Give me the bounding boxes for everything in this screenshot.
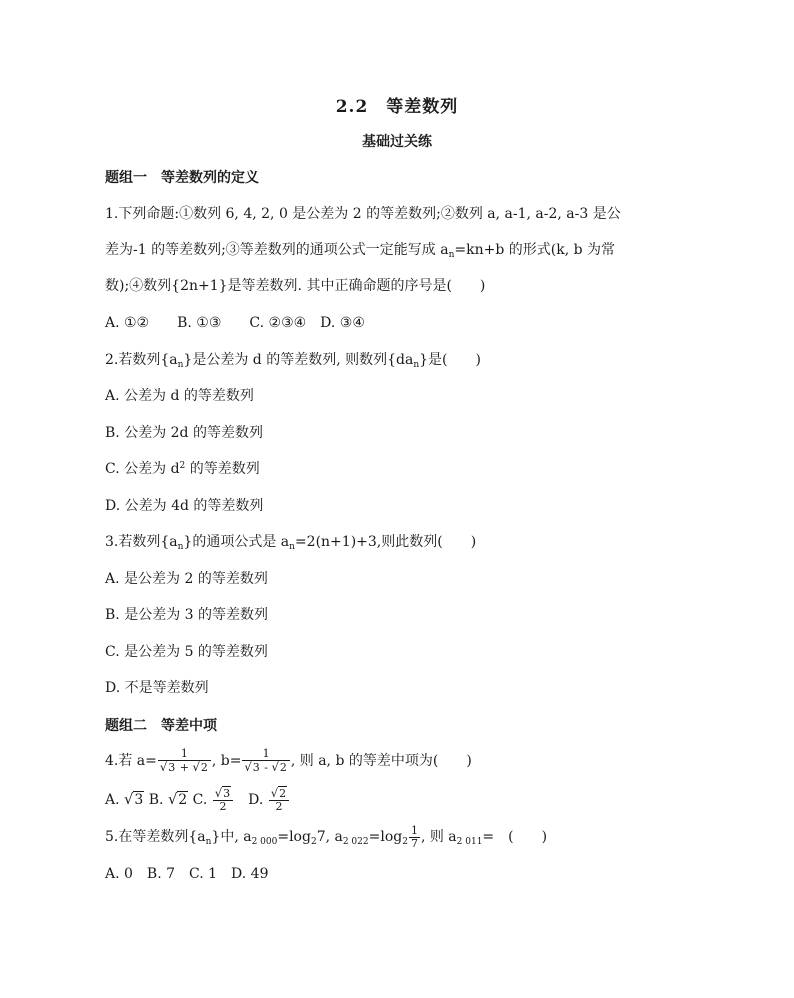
q1-line-2: 差为-1 的等差数列;③等差数列的通项公式一定能写成 $a_n=kn+b$ 的形式(k, b 为常 bbox=[105, 242, 616, 260]
q2-option-c: C. 公差为 $d^2$ 的等差数列 bbox=[105, 461, 260, 477]
q3-option-d: D. 不是等差数列 bbox=[105, 680, 209, 696]
q4-fraction-b: $\frac{1}{√3 - √2}$ bbox=[242, 748, 289, 774]
q2-option-d: D. 公差为 4d 的等差数列 bbox=[105, 498, 264, 514]
q3-stem: 3.若数列$\{a_n\}$的通项公式是 $a_n=2(n+1)+3$,则此数列( ) bbox=[105, 534, 477, 552]
q1-options: A. ①② B. ①③ C. ②③④ D. ③④ bbox=[105, 315, 365, 331]
q5-options: A. 0 B. 7 C. 1 D. 49 bbox=[105, 866, 269, 882]
page-subtitle: 基础过关练 bbox=[362, 134, 432, 150]
group-heading-1: 题组一 等差数列的定义 bbox=[105, 170, 259, 186]
q5-fraction: $\frac{1}{7}$ bbox=[410, 823, 418, 850]
page-title: 2.2 等差数列 bbox=[335, 97, 459, 117]
q1-line-3: 数);④数列{2n+1}是等差数列. 其中正确命题的序号是( ) bbox=[105, 278, 486, 294]
group-heading-2: 题组二 等差中项 bbox=[105, 718, 217, 734]
q1-line-1: 1.下列命题:①数列 6, 4, 2, 0 是公差为 2 的等差数列;②数列 a, a-1, a-2, a-3 是公 bbox=[105, 206, 621, 222]
q4-options: A. √3 B. √2 C. $\frac{√3}{2}$ D. $\frac{√2}{2}$ bbox=[105, 787, 290, 813]
q3-option-a: A. 是公差为 2 的等差数列 bbox=[105, 571, 268, 587]
q3-option-c: C. 是公差为 5 的等差数列 bbox=[105, 644, 268, 660]
q4-fraction-a: $\frac{1}{√3 + √2}$ bbox=[158, 748, 211, 774]
q5-stem: 5.在等差数列$\{a_n\}$中, $a_{2 000}=\log_27$, $a_{2 022}=\log_2$ $\frac{1}{7}$ , 则 $a_{2 011}=$ ( ) bbox=[105, 823, 548, 850]
q2-option-a: A. 公差为 d 的等差数列 bbox=[105, 388, 254, 404]
q2-stem: 2.若数列$\{a_n\}$是公差为 d 的等差数列, 则数列$\{da_n\}$是( ) bbox=[105, 352, 481, 370]
q3-option-b: B. 是公差为 3 的等差数列 bbox=[105, 607, 268, 623]
q2-option-b: B. 公差为 2d 的等差数列 bbox=[105, 425, 263, 441]
q4-stem: 4.若 a= $\frac{1}{√3 + √2}$ , b= $\frac{1}{√3 - √2}$ , 则 a, b 的等差中项为( ) bbox=[105, 747, 472, 774]
